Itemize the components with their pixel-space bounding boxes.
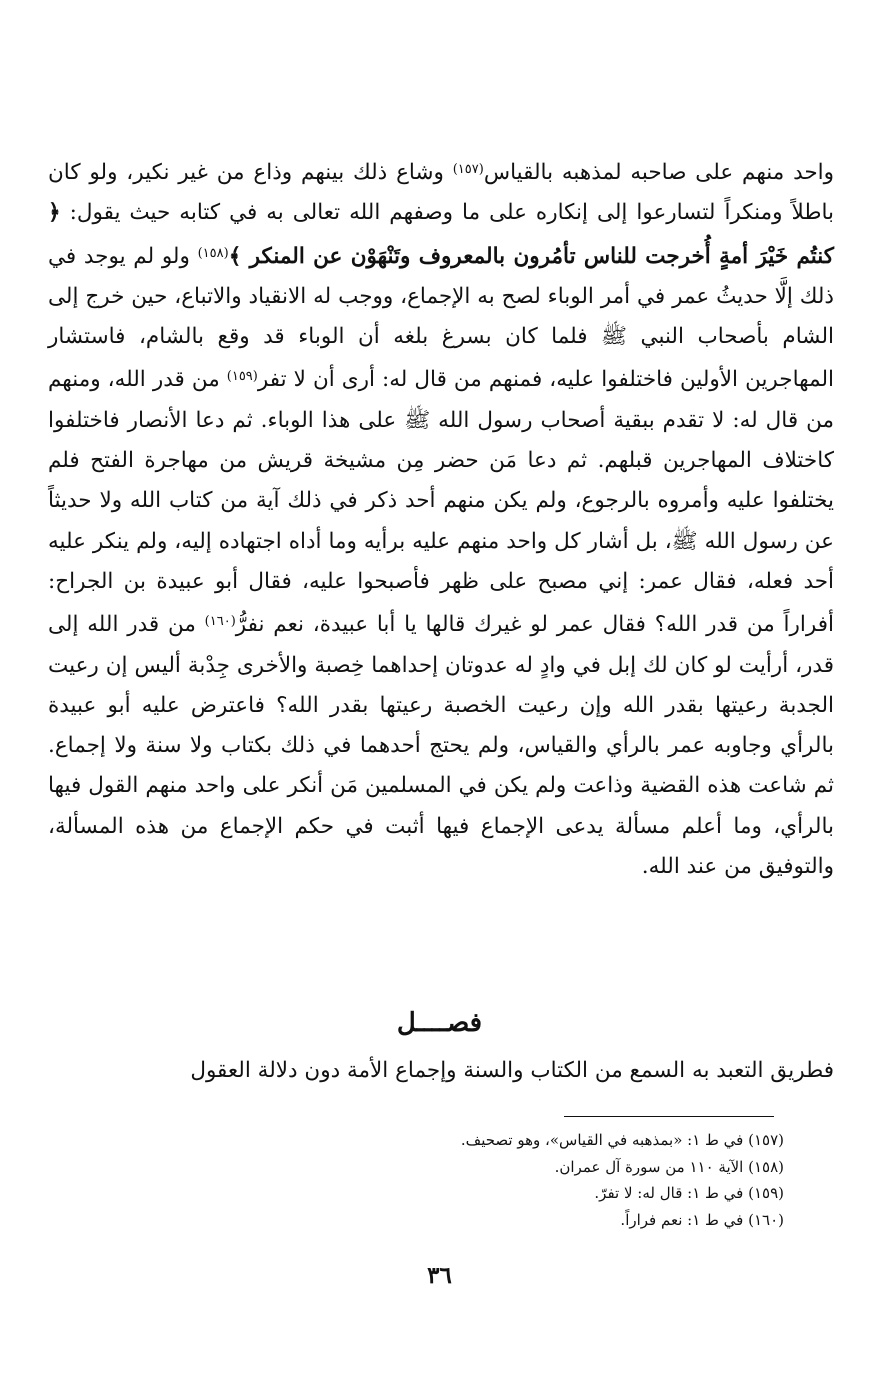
text-segment: ولو لم يوجد في ذلك إلَّا حديثُ عمر في أمر الوباء لصح به الإجماع، ووجب له الانقياد والاتباع، حين خرج إلى الشام بأصحاب النبي ﷺ فلما كان بسرغ بلغه أن الوباء قد وقع بالشام، فاستشار المهاجرين الأولين فاختلفوا عليه، فمنهم من قال له: أرى أن لا تفر <box>48 243 834 393</box>
footnote-160: (١٦٠) في ط ١: نعم فراراً. <box>620 1210 784 1229</box>
text-segment: واحد منهم على صاحبه لمذهبه بالقياس <box>483 160 834 185</box>
main-paragraph <box>48 150 834 887</box>
quran-verse: ﴿ كنتُم خَيْرَ أمةٍ أُخرجت للناس تأمُرون بالمعروف وتَنْهَوْن عن المنكر ﴾ <box>48 200 834 269</box>
footnote-ref-158[interactable]: (١٥٨) <box>197 245 229 261</box>
page-number: ٣٦ <box>427 1262 452 1289</box>
footnote-157: (١٥٧) في ط ١: «بمذهبه في القياس»، وهو تصحيف. <box>460 1131 784 1149</box>
footnotes-list <box>300 1127 784 1233</box>
footnote-ref-159[interactable]: (١٥٩) <box>226 369 258 385</box>
footnote-ref-157[interactable]: (١٥٧) <box>452 162 484 177</box>
text-segment: من قدر الله، ومنهم من قال له: لا تقدم ببقية أصحاب رسول الله ﷺ على هذا الوباء. ثم دعا الأنصار فاختلفوا كاختلاف المهاجرين قبلهم. ثم دعا مَن حضر مِن مشيخة قريش من مهاجرة الفتح فلم يختلفوا عليه وأمروه بالرجوع، ولم يكن منهم أحد ذكر في ذلك آية من كتاب الله ولا حديثاً عن رسول الله ﷺ، بل أشار كل واحد منهم عليه برأيه وما أداه اجتهاده إليه، ولم ينكر عليه أحد فعله، فقال عمر: إني مصبح على ظهر فأصبحوا عليه، فقال أبو عبيدة بن الجراح: أفراراً من قدر الله؟ فقال عمر لو غيرك قالها يا أبا عبيدة، نعم نفرُّ <box>48 367 835 638</box>
text-segment: من قدر الله إلى قدر، أرأيت لو كان لك إبل في وادٍ له عدوتان إحداهما خِصبة والأخرى جِدْبة أليس إن رعيت الجدبة رعيتها بقدر الله وإن رعيت الخصبة رعيتها بقدر الله؟ فاعترض عليه أبو عبيدة بالرأي وجاوبه عمر بالرأي والقياس، ولم يحتج أحدهما في ذلك بكتاب ولا سنة ولا إجماع. ثم شاعت هذه القضية وذاعت ولم يكن في المسلمين مَن أنكر على واحد منهم القول فيها بالرأي، وما أعلم مسألة يدعى الإجماع فيها أثبت في حكم الإجماع من هذه المسألة، والتوفيق من عند الله. <box>48 612 834 880</box>
text-segment: وشاع ذلك بينهم وذاع من غير نكير، ولو كان باطلاً ومنكراً لتسارعوا إلى إنكاره على ما وصفهم الله تعالى به في كتابه حيث يقول: <box>48 160 834 226</box>
footnote-divider <box>564 1116 774 1117</box>
footnote-158: (١٥٨) الآية ١١٠ من سورة آل عمران. <box>554 1157 784 1176</box>
section-lead-line: فطريق التعبد به السمع من الكتاب والسنة وإجماع الأمة دون دلالة العقول <box>190 1058 834 1083</box>
footnote-ref-160[interactable]: (١٦٠) <box>204 614 236 630</box>
section-heading: فصــــل <box>396 1008 483 1038</box>
footnote-159: (١٥٩) في ط ١: قال له: لا تفرّ. <box>594 1184 784 1202</box>
